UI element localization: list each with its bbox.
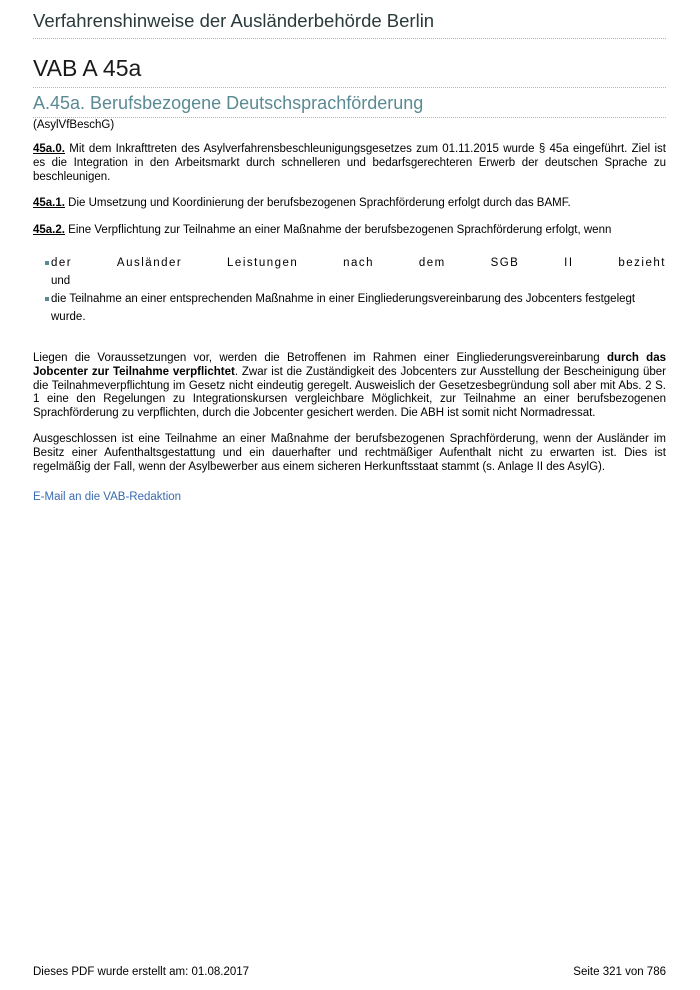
paragraph-number: 45a.1. bbox=[33, 197, 65, 209]
paragraph-45a-2 bbox=[33, 224, 666, 238]
bullet-icon bbox=[45, 261, 49, 265]
bullet-text: die Teilnahme an einer entsprechenden Maßnahme in einer Eingliederungsvereinbarung des Jobcenters festgelegt bbox=[51, 293, 636, 305]
email-editorial-link[interactable]: E-Mail an die VAB-Redaktion bbox=[33, 491, 182, 503]
paragraph-number: 45a.2. bbox=[33, 224, 65, 236]
paragraph-number: 45a.0. bbox=[33, 143, 65, 155]
paragraph-text: Eine Verpflichtung zur Teilnahme an einer Maßnahme der berufsbezogenen Sprachförderung erfolgt, wenn bbox=[64, 224, 612, 236]
bullet-continuation: wurde. bbox=[51, 311, 86, 323]
emphasis: durch das Jobcenter zur Teilnahme verpflichtet bbox=[33, 352, 666, 378]
paragraph-text: Mit dem Inkrafttreten des Asylverfahrensbeschleunigungsgesetzes zum 01.11.2015 wurde § 45a eingeführt. Ziel ist es die Integration in den Arbeitsmarkt durch schnelleren und bedarfsgerechteren Erwerb der deutschen Sprache zu beschleunigen. bbox=[33, 143, 666, 183]
bullet-text-spaced: der Ausländer Leistungen nach dem SGB II bezieht bbox=[50, 257, 666, 269]
paragraph-45a-0 bbox=[33, 143, 666, 184]
list-item bbox=[45, 290, 666, 326]
document-title: VAB A 45a bbox=[33, 55, 666, 88]
paragraph-text: Die Umsetzung und Koordinierung der berufsbezogenen Sprachförderung erfolgt durch das BAMF. bbox=[64, 197, 571, 209]
footer-created-date: Dieses PDF wurde erstellt am: 01.08.2017 bbox=[33, 966, 250, 978]
bullet-continuation: und bbox=[51, 275, 71, 287]
site-title: Verfahrenshinweise der Ausländerbehörde Berlin bbox=[33, 10, 666, 39]
law-reference: (AsylVfBeschG) bbox=[33, 119, 115, 131]
paragraph-exclusion: Ausgeschlossen ist eine Teilnahme an einer Maßnahme der berufsbezogenen Sprachförderung, wenn der Ausländer im Besitz einer Aufenthaltsgestattung und ein dauerhafter und rechtmäßiger Aufenthalt nicht zu erwarten ist. Dies ist regelmäßig der Fall, wenn der Asylbewerber aus einem sicheren Herkunftsstaat stammt (s. Anlage II des AsylG). bbox=[33, 433, 666, 473]
list-item bbox=[45, 254, 666, 290]
bullet-icon bbox=[45, 297, 49, 301]
paragraph-obligation: Liegen die Voraussetzungen vor, werden die Betroffenen im Rahmen einer Eingliederungsvereinbarung durch das Jobcenter zur Teilnahme verpflichtet. Zwar ist die Zuständigkeit des Jobcenters zur Ausstellung der Bescheinigung über die Teilnahmeverpflichtung im Gesetz nicht eindeutig geregelt. Ausweislich der Gesetzesbegründung soll aber mit Abs. 2 S. 1 eine den Regelungen zu Integrationskursen vergleichbare Möglichkeit, zur Teilnahme an einer berufsbezogenen Sprachförderung zu verpflichten, durch die Jobcenter gesichert werden. Die ABH ist somit nicht Normadressat. bbox=[33, 352, 666, 420]
section-title: A.45a. Berufsbezogene Deutschsprachförderung bbox=[33, 93, 666, 118]
paragraph-45a-1 bbox=[33, 197, 666, 211]
footer-page-number: Seite 321 von 786 bbox=[573, 966, 666, 978]
